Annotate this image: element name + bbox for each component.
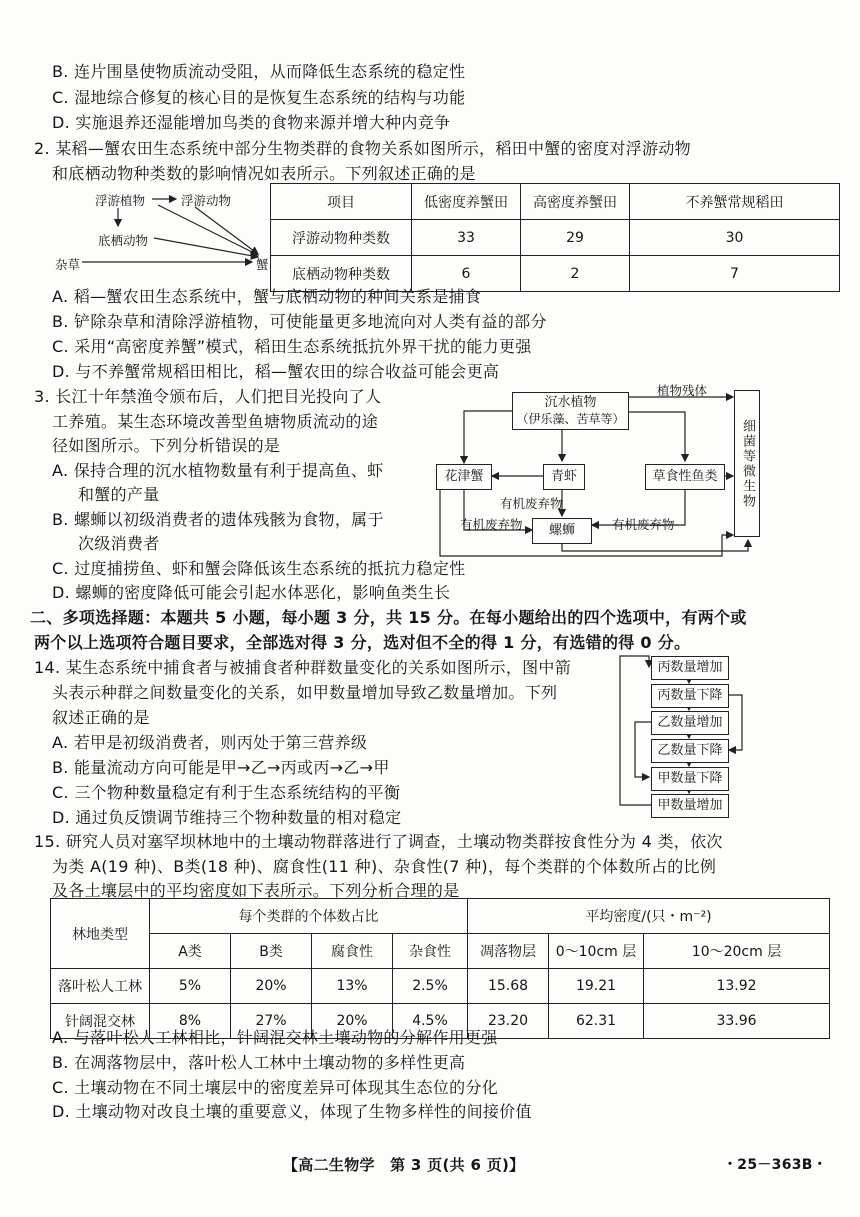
q2-option-a: A. 稻—蟹农田生态系统中，蟹与底栖动物的种间关系是捕食 xyxy=(52,287,482,306)
q14-stem-line-3: 叙述正确的是 xyxy=(52,708,150,727)
table-header-cell: 杂食性 xyxy=(393,934,468,969)
table-header-cell: 0～10cm 层 xyxy=(549,934,644,969)
table-cell: 底栖动物种类数 xyxy=(271,256,412,292)
label-organic-waste-fish: 有机废弃物 xyxy=(612,517,675,532)
node-snail: 螺蛳 xyxy=(532,518,592,544)
table-header-cell: 项目 xyxy=(271,184,412,220)
label-organic-waste-crab: 有机废弃物 xyxy=(460,517,523,532)
table-header-cell: 10～20cm 层 xyxy=(644,934,830,969)
q3-stem-line-3: 径如图所示。下列分析错误的是 xyxy=(52,436,281,455)
box-jia-increase: 甲数量增加 xyxy=(651,794,729,818)
node-microorganisms: 细菌等微生物 xyxy=(734,390,760,537)
node-submerged-plants-name: 沉水植物 xyxy=(544,395,597,410)
table-cell: 33.96 xyxy=(644,1004,830,1039)
q15-option-d: D. 土壤动物对改良土壤的重要意义，体现了生物多样性的间接价值 xyxy=(52,1102,532,1121)
node-shrimp: 青虾 xyxy=(543,464,585,490)
q2-stem-line-1: 2. 某稻—蟹农田生态系统中部分生物类群的食物关系如图所示，稻田中蟹的密度对浮游动物 xyxy=(34,139,691,158)
q15-stem-line-2: 为类 A(19 种)、B类(18 种)、腐食性(11 种)、杂食性(7 种)，每个类群的个体数所占的比例 xyxy=(52,857,717,876)
table-cell: 5% xyxy=(150,969,231,1004)
table-cell: 落叶松人工林 xyxy=(51,969,150,1004)
box-yi-decrease: 乙数量下降 xyxy=(651,739,729,763)
page-footer-code: ・25－363B・ xyxy=(723,1157,828,1173)
food-web-crab: 蟹 xyxy=(256,257,269,272)
table-cell: 8% xyxy=(150,1004,231,1039)
q3-option-c: C. 过度捕捞鱼、虾和蟹会降低该生态系统的抵抗力稳定性 xyxy=(52,559,466,578)
table-cell: 33 xyxy=(412,220,521,256)
table-cell: 19.21 xyxy=(549,969,644,1004)
q2-option-d: D. 与不养蟹常规稻田相比，稻—蟹农田的综合收益可能会更高 xyxy=(52,362,500,381)
q3-stem-line-2: 工养殖。某生态环境改善型鱼塘物质流动的途 xyxy=(52,412,379,431)
food-web-benthos: 底栖动物 xyxy=(98,233,149,248)
table-cell: 7 xyxy=(630,256,840,292)
q3-option-a-line-2: 和蟹的产量 xyxy=(78,485,160,504)
box-bing-increase: 丙数量增加 xyxy=(651,656,729,680)
box-jia-decrease: 甲数量下降 xyxy=(651,767,729,791)
q1-option-c: C. 湿地综合修复的核心目的是恢复生态系统的结构与功能 xyxy=(52,88,466,107)
food-web-zooplankton: 浮游动物 xyxy=(181,193,232,208)
q2-stem-line-2: 和底栖动物种类数的影响情况如表所示。下列叙述正确的是 xyxy=(52,164,476,183)
q2-option-b: B. 铲除杂草和清除浮游植物，可使能量更多地流向对人类有益的部分 xyxy=(52,312,547,331)
q15-option-c: C. 土壤动物在不同土壤层中的密度差异可体现其生态位的分化 xyxy=(52,1078,499,1097)
box-bing-decrease: 丙数量下降 xyxy=(651,684,729,708)
node-submerged-plants-examples: （伊乐藻、苦草等） xyxy=(516,412,625,426)
table-cell: 30 xyxy=(630,220,840,256)
q14-option-a: A. 若甲是初级消费者，则丙处于第三营养级 xyxy=(52,733,368,752)
table-cell: 13.92 xyxy=(644,969,830,1004)
table-header-cell: A类 xyxy=(150,934,231,969)
table-header-row xyxy=(51,899,830,934)
q15-option-b: B. 在凋落物层中，落叶松人工林中土壤动物的多样性更高 xyxy=(52,1053,466,1072)
table-cell: 浮游动物种类数 xyxy=(271,220,412,256)
label-plant-residue: 植物残体 xyxy=(657,383,708,398)
table-cell: 20% xyxy=(231,969,312,1004)
node-crab: 花津蟹 xyxy=(436,464,492,490)
q15-stem-line-1: 15. 研究人员对塞罕坝林地中的土壤动物群落进行了调查，土壤动物类群按食性分为 4 类，依次 xyxy=(34,832,723,851)
box-yi-increase: 乙数量增加 xyxy=(651,711,729,735)
node-herbivorous-fish: 草食性鱼类 xyxy=(645,464,725,490)
table-cell: 针阔混交林 xyxy=(51,1004,150,1039)
q3-option-d: D. 螺蛳的密度降低可能会引起水体恶化，影响鱼类生长 xyxy=(52,583,451,602)
table-header-cell: 不养蟹常规稻田 xyxy=(630,184,840,220)
table-row xyxy=(51,969,830,1004)
section-2-heading-line-2: 两个以上选项符合题目要求，全部选对得 3 分，选对但不全的得 1 分，有选错的得 0 分。 xyxy=(34,633,691,652)
q1-option-b: B. 连片围垦使物质流动受阻，从而降低生态系统的稳定性 xyxy=(52,62,466,81)
table-header-cell: 林地类型 xyxy=(51,899,150,969)
table-cell: 2.5% xyxy=(393,969,468,1004)
table-header-cell: 每个类群的个体数占比 xyxy=(150,899,468,934)
food-web-weed: 杂草 xyxy=(55,257,81,272)
q15-stem-line-3: 及各土壤层中的平均密度如下表所示。下列分析合理的是 xyxy=(52,881,460,900)
table-cell: 15.68 xyxy=(468,969,549,1004)
table-header-cell: B类 xyxy=(231,934,312,969)
table-cell: 6 xyxy=(412,256,521,292)
q3-option-a-line-1: A. 保持合理的沉水植物数量有利于提高鱼、虾 xyxy=(52,461,384,480)
page-footer-title: 【高二生物学 第 3 页(共 6 页)】 xyxy=(283,1156,525,1174)
q15-soil-fauna-table xyxy=(50,898,830,1039)
q1-option-d: D. 实施退养还湿能增加鸟类的食物来源并增大种内竞争 xyxy=(52,113,451,132)
table-cell: 4.5% xyxy=(393,1004,468,1039)
table-header-cell: 高密度养蟹田 xyxy=(521,184,630,220)
table-header-cell: 凋落物层 xyxy=(468,934,549,969)
table-cell: 27% xyxy=(231,1004,312,1039)
table-header-row xyxy=(51,934,830,969)
food-web-phytoplankton: 浮游植物 xyxy=(95,193,146,208)
q14-option-d: D. 通过负反馈调节维持三个物种数量的相对稳定 xyxy=(52,808,402,827)
table-cell: 20% xyxy=(312,1004,393,1039)
table-cell: 29 xyxy=(521,220,630,256)
q14-option-c: C. 三个物种数量稳定有利于生态系统结构的平衡 xyxy=(52,783,401,802)
table-cell: 23.20 xyxy=(468,1004,549,1039)
q2-option-c: C. 采用“高密度养蟹”模式，稻田生态系统抵抗外界干扰的能力更强 xyxy=(52,337,532,356)
table-header-cell: 平均密度/(只・m⁻²) xyxy=(468,899,830,934)
q15-option-a: A. 与落叶松人工林相比，针阔混交林土壤动物的分解作用更强 xyxy=(52,1028,498,1047)
section-2-heading-line-1: 二、多项选择题：本题共 5 小题，每小题 3 分，共 15 分。在每小题给出的四个选项中，有两个或 xyxy=(30,608,747,627)
table-header-cell: 低密度养蟹田 xyxy=(412,184,521,220)
label-organic-waste-shrimp: 有机废弃物 xyxy=(500,496,563,511)
q3-option-b-line-1: B. 螺蛳以初级消费者的遗体残骸为食物，属于 xyxy=(52,510,384,529)
table-cell: 13% xyxy=(312,969,393,1004)
q3-option-b-line-2: 次级消费者 xyxy=(78,534,160,553)
q14-stem-line-2: 头表示种群之间数量变化的关系，如甲数量增加导致乙数量增加。下列 xyxy=(52,683,558,702)
table-header-cell: 腐食性 xyxy=(312,934,393,969)
q14-stem-line-1: 14. 某生态系统中捕食者与被捕食者种群数量变化的关系如图所示，图中箭 xyxy=(34,658,572,677)
table-cell: 62.31 xyxy=(549,1004,644,1039)
table-cell: 2 xyxy=(521,256,630,292)
q3-stem-line-1: 3. 长江十年禁渔令颁布后，人们把目光投向了人 xyxy=(34,387,382,406)
q14-option-b: B. 能量流动方向可能是甲→乙→丙或丙→乙→甲 xyxy=(52,758,390,777)
